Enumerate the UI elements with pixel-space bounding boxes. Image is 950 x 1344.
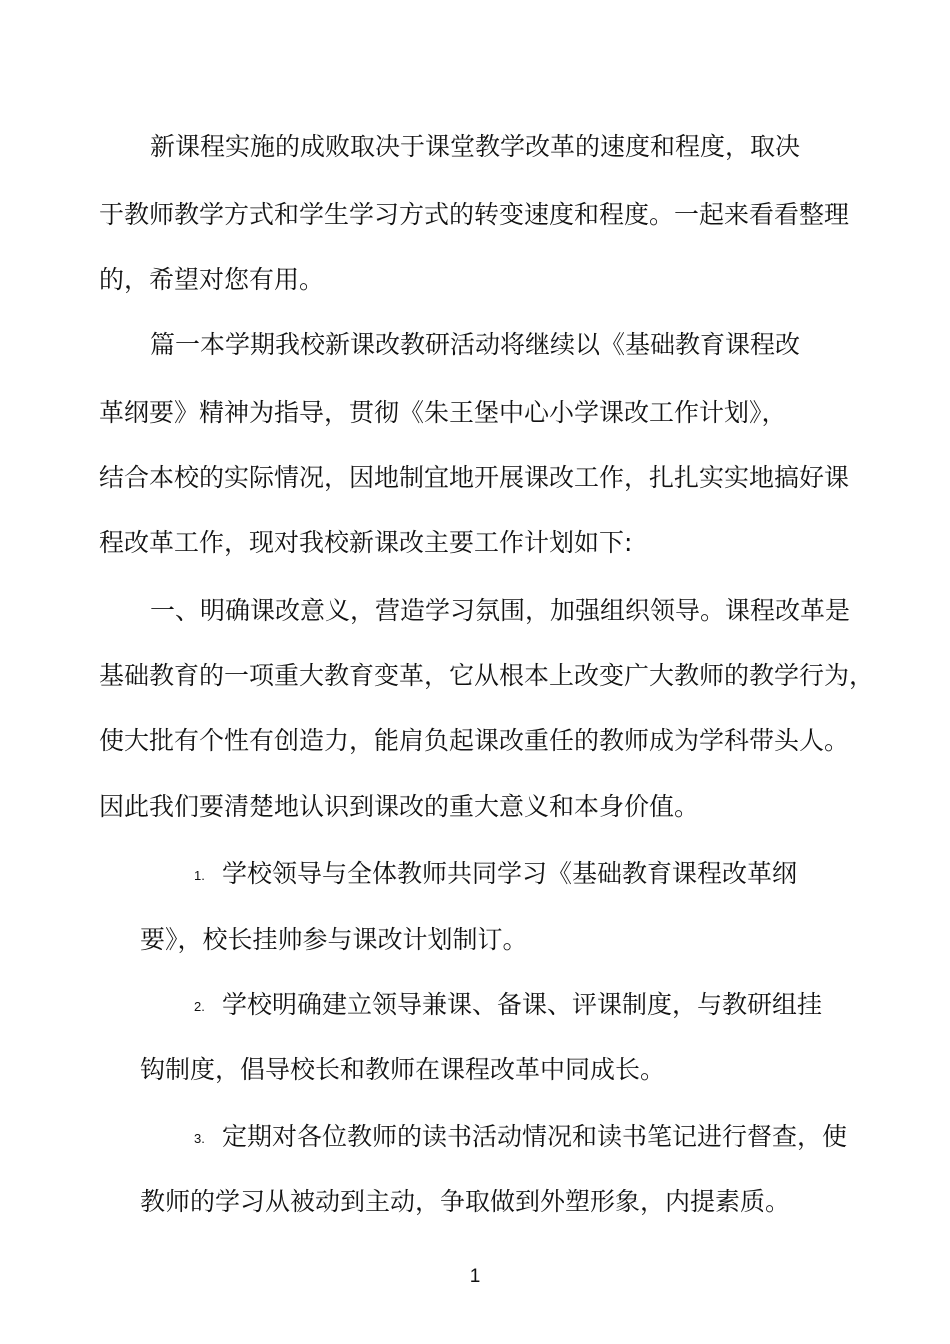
list-item-continuation: 教师的学习从被动到主动，争取做到外塑形象，内提素质。 (140, 1187, 791, 1216)
list-item-number: 3. (194, 1131, 205, 1146)
list-item-text: 学校领导与全体教师共同学习《基础教育课程改革纲 (222, 859, 798, 888)
intro-line: 的，希望对您有用。 (99, 265, 325, 294)
intro-line: 新课程实施的成败取决于课堂教学改革的速度和程度，取决 (150, 132, 801, 161)
list-item-text: 定期对各位教师的读书活动情况和读书笔记进行督查，使 (222, 1122, 848, 1151)
list-item-text: 学校明确建立领导兼课、备课、评课制度，与教研组挂 (222, 990, 823, 1019)
list-item (194, 859, 797, 891)
list-item (194, 1122, 847, 1154)
list-item (194, 990, 822, 1022)
paragraph-line: 革纲要》精神为指导，贯彻《朱王堡中心小学课改工作计划》， (99, 398, 787, 427)
intro-line: 于教师教学方式和学生学习方式的转变速度和程度。一起来看看整理 (99, 200, 850, 229)
paragraph-line: 程改革工作，现对我校新课改主要工作计划如下: (99, 528, 633, 557)
section-line: 因此我们要清楚地认识到课改的重大意义和本身价值。 (99, 792, 700, 821)
list-item-number: 2. (194, 999, 205, 1014)
section-line: 使大批有个性有创造力，能肩负起课改重任的教师成为学科带头人。 (99, 726, 850, 755)
list-item-number: 1. (194, 868, 205, 883)
page-number: 1 (469, 1266, 481, 1287)
paragraph-line: 篇一本学期我校新课改教研活动将继续以《基础教育课程改 (150, 330, 801, 359)
list-item-continuation: 钩制度，倡导校长和教师在课程改革中同成长。 (140, 1055, 666, 1084)
list-item-continuation: 要》，校长挂帅参与课改计划制订。 (140, 925, 528, 954)
section-line: 基础教育的一项重大教育变革，它从根本上改变广大教师的教学行为， (99, 661, 875, 690)
section-heading-line: 一、明确课改意义，营造学习氛围，加强组织领导。课程改革是 (150, 596, 851, 625)
paragraph-line: 结合本校的实际情况，因地制宜地开展课改工作，扎扎实实地搞好课 (99, 463, 850, 492)
